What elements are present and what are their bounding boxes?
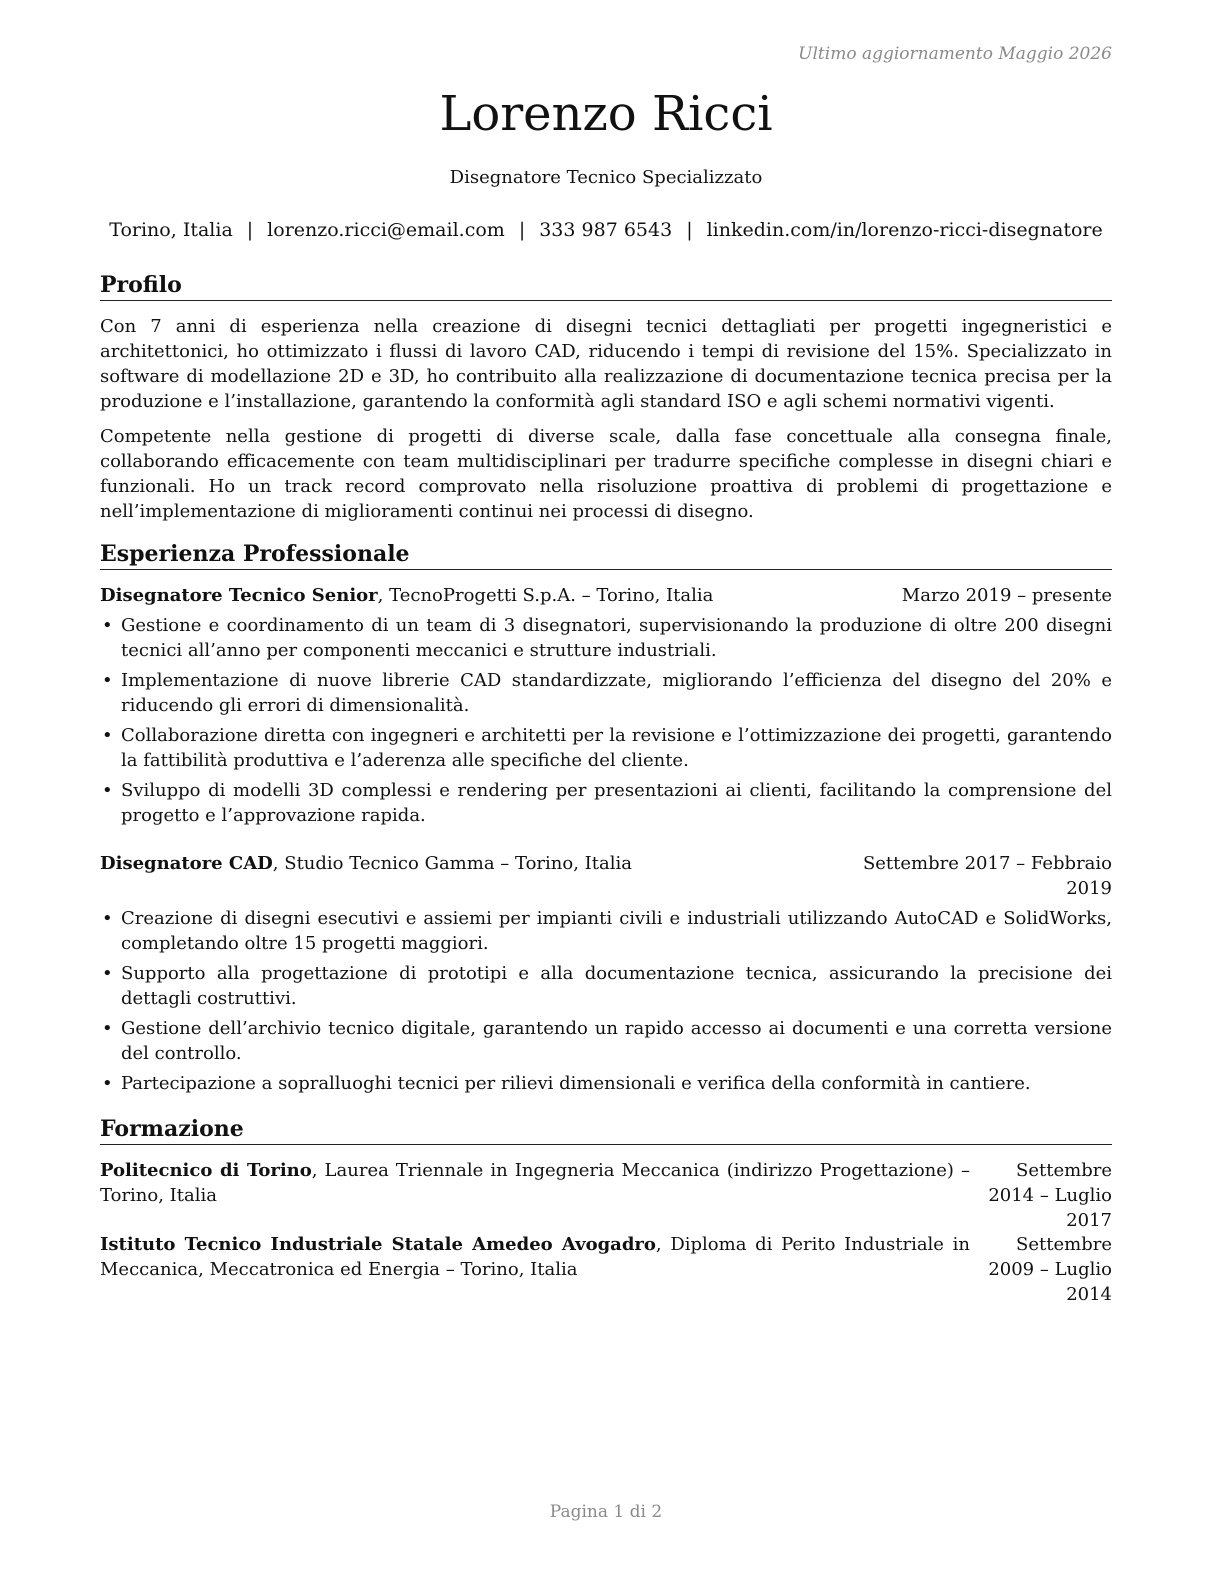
list-item: • Collaborazione diretta con ingegneri e architetti per la revisione e l’ottimizzazione dei progetti, garantendo la fattibilità produttiva e l’aderenza alle specifiche del cliente.: [102, 725, 1112, 771]
education-detail: , Laurea Triennale in Ingegneria Meccanica (indirizzo Progettazione) – Torino, Italia: [100, 1160, 970, 1206]
education-main: [100, 1232, 970, 1282]
education-school: Istituto Tecnico Industriale Statale Amedeo Avogadro: [100, 1234, 656, 1255]
bullet-text: Supporto alla progettazione di prototipi e alla documentazione tecnica, assicurando la precisione dei dettagli costruttivi.: [121, 963, 1112, 1009]
contact-email[interactable]: lorenzo.ricci@email.com: [267, 219, 505, 241]
list-item: • Gestione dell’archivio tecnico digitale, garantendo un rapido accesso ai documenti e una corretta versione del controllo.: [102, 1018, 1112, 1064]
contact-separator: |: [518, 219, 526, 241]
job-dates: [863, 851, 1112, 901]
contact-phone: 333 987 6543: [539, 219, 673, 241]
list-item: • Creazione di disegni esecutivi e assiemi per impianti civili e industriali utilizzando AutoCAD e SolidWorks, completando oltre 15 progetti maggiori.: [102, 908, 1112, 954]
section-title-experience: Esperienza Professionale: [100, 540, 1112, 570]
education-main: [100, 1158, 970, 1208]
profile-paragraph: Competente nella gestione di progetti di diverse scale, dalla fase concettuale alla consegna finale, collaborando efficacemente con team multidisciplinari per tradurre specifiche complesse in disegni chiari e funzionali. Ho un track record comprovato nella risoluzione proattiva di problemi di progettazione e nell’implementazione di miglioramenti continui nei processi di disegno.: [100, 426, 1112, 522]
section-title-education: Formazione: [100, 1115, 1112, 1145]
job-role: Disegnatore CAD: [100, 853, 273, 874]
job-dates: Marzo 2019 – presente: [901, 585, 1112, 606]
job-bullets: [100, 613, 1112, 833]
bullet-text: Partecipazione a sopralluoghi tecnici per rilievi dimensionali e verifica della conformità in cantiere.: [121, 1073, 1031, 1094]
last-updated: Ultimo aggiornamento Maggio 2026: [798, 44, 1112, 64]
bullet-text: Implementazione di nuove librerie CAD standardizzate, migliorando l’efficienza del disegno del 20% e riducendo gli errori di dimensionalità.: [121, 670, 1112, 716]
education-school: Politecnico di Torino: [100, 1160, 312, 1181]
education-dates: [972, 1158, 1112, 1233]
profile-paragraph: Con 7 anni di esperienza nella creazione di disegni tecnici dettagliati per progetti ingegneristici e architettonici, ho ottimizzato i flussi di lavoro CAD, riducendo i tempi di revisione del 15%. Specializzato in software di modellazione 2D e 3D, ho contribuito alla realizzazione di documentazione tecnica precisa per la produzione e l’installazione, garantendo la conformità agli standard ISO e agli schemi normativi vigenti.: [100, 316, 1112, 412]
education-dates-line: Settembre 2009 – Luglio: [988, 1234, 1112, 1280]
education-dates-line: Settembre 2014 – Luglio: [988, 1160, 1112, 1206]
contact-location: Torino, Italia: [109, 219, 233, 241]
contact-line: [100, 219, 1112, 241]
job-role: Disegnatore Tecnico Senior: [100, 585, 378, 606]
job-header: [100, 583, 1112, 608]
bullet-text: Collaborazione diretta con ingegneri e architetti per la revisione e l’ottimizzazione dei progetti, garantendo la fattibilità produttiva e l’aderenza alle specifiche del cliente.: [121, 725, 1112, 771]
list-item: • Supporto alla progettazione di prototipi e alla documentazione tecnica, assicurando la precisione dei dettagli costruttivi.: [102, 963, 1112, 1009]
resume-page: [100, 0, 1112, 1584]
job-bullets: [100, 906, 1112, 1101]
section-title-profile: Profilo: [100, 271, 1112, 301]
job-dates-line: Settembre 2017 – Febbraio: [862, 853, 1112, 874]
education-dates-line: 2014: [1066, 1284, 1112, 1305]
list-item: • Partecipazione a sopralluoghi tecnici per rilievi dimensionali e verifica della conformità in cantiere.: [102, 1073, 1031, 1094]
education-dates-line: 2017: [1066, 1210, 1112, 1231]
bullet-text: Gestione dell’archivio tecnico digitale, garantendo un rapido accesso ai documenti e una corretta versione del controllo.: [121, 1018, 1112, 1064]
job-dates-line: 2019: [1066, 878, 1112, 899]
bullet-text: Creazione di disegni esecutivi e assiemi per impianti civili e industriali utilizzando AutoCAD e SolidWorks, completando oltre 15 progetti maggiori.: [121, 908, 1112, 954]
education-dates: [972, 1232, 1112, 1307]
education-entry: [100, 1158, 1112, 1231]
bullet-text: Gestione e coordinamento di un team di 3 disegnatori, supervisionando la produzione di oltre 200 disegni tecnici all’anno per componenti meccanici e strutture industriali.: [121, 615, 1112, 661]
page-number: Pagina 1 di 2: [549, 1502, 663, 1522]
list-item: • Gestione e coordinamento di un team di 3 disegnatori, supervisionando la produzione di oltre 200 disegni tecnici all’anno per componenti meccanici e strutture industriali.: [102, 615, 1112, 661]
candidate-name: Lorenzo Ricci: [439, 86, 773, 142]
bullet-text: Sviluppo di modelli 3D complessi e rendering per presentazioni ai clienti, facilitando la comprensione del progetto e l’approvazione rapida.: [121, 780, 1112, 826]
contact-separator: |: [246, 219, 254, 241]
job-organization: , TecnoProgetti S.p.A. – Torino, Italia: [377, 585, 714, 606]
contact-separator: |: [686, 219, 693, 241]
list-item: • Sviluppo di modelli 3D complessi e rendering per presentazioni ai clienti, facilitando la comprensione del progetto e l’approvazione rapida.: [102, 780, 1112, 826]
job-organization: , Studio Tecnico Gamma – Torino, Italia: [272, 853, 632, 874]
job-header: [100, 851, 1112, 899]
list-item: • Implementazione di nuove librerie CAD standardizzate, migliorando l’efficienza del disegno del 20% e riducendo gli errori di dimensionalità.: [102, 670, 1112, 716]
education-entry: [100, 1232, 1112, 1305]
candidate-headline: Disegnatore Tecnico Specializzato: [449, 167, 763, 188]
education-detail: , Diploma di Perito Industriale in Meccanica, Meccatronica ed Energia – Torino, Italia: [100, 1234, 970, 1280]
contact-linkedin[interactable]: linkedin.com/in/lorenzo-ricci-disegnatore: [706, 219, 1103, 241]
